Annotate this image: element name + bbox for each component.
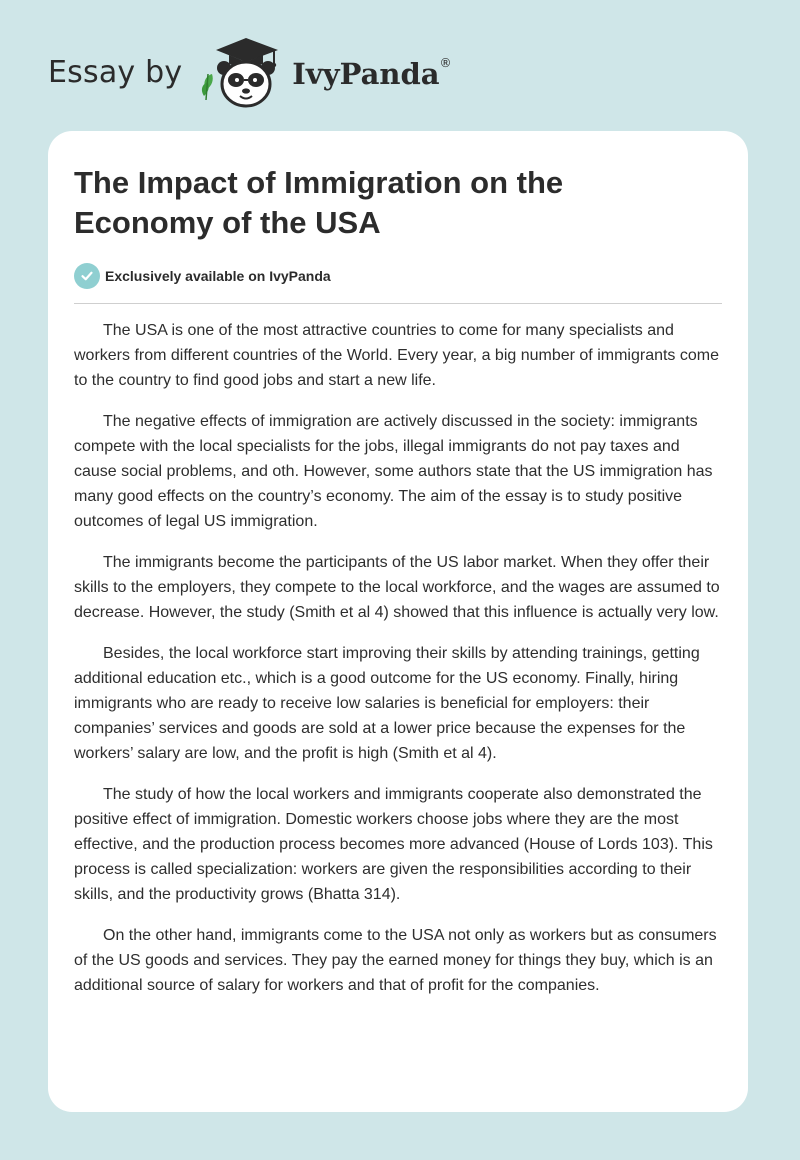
brand-text: IvyPanda bbox=[292, 57, 440, 91]
paragraph: The USA is one of the most attractive countries to come for many specialists and workers from different countries of the World. Every year, a big number of immigrants come to the country to find good jobs and start a new life. bbox=[74, 322, 719, 389]
paragraph: On the other hand, immigrants come to the USA not only as workers but as consumers of the US goods and services. They pay the earned money for things they buy, which is an additional source of salary for workers and that of profit for the companies. bbox=[74, 927, 717, 994]
leaf-icon bbox=[202, 74, 213, 100]
paragraph: Besides, the local workforce start improving their skills by attending trainings, getting additional education etc., which is a good outcome for the US economy. Finally, hiring immigrants who are ready to receive low salaries is beneficial for employers: their companies’ services and goods are sold at a lower price because the expenses for the workers’ salary are low, and the profit is high (Smith et al 4). bbox=[74, 645, 700, 762]
essay-by-label: Essay by bbox=[48, 54, 183, 90]
paragraph: The immigrants become the participants of the US labor market. When they offer their skills to the employers, they compete to the local workforce, and the wages are assumed to decrease. However, the study (Smith et al 4) showed that this influence is actually very low. bbox=[74, 554, 720, 621]
page-title: The Impact of Immigration on the Economy of the USA bbox=[74, 165, 564, 240]
brand-name[interactable] bbox=[292, 57, 451, 91]
exclusive-badge bbox=[74, 263, 331, 289]
divider bbox=[74, 303, 722, 304]
check-circle-icon bbox=[74, 263, 100, 289]
panda-graduate-logo-icon[interactable] bbox=[196, 34, 288, 110]
paragraph: The negative effects of immigration are actively discussed in the society: immigrants compete with the local specialists for the jobs, illegal immigrants do not pay taxes and cause social problems, and oth. However, some authors state that the US immigration has many good effects on the country’s economy. The aim of the essay is to study positive outcomes of legal US immigration. bbox=[74, 413, 713, 530]
site-header bbox=[48, 34, 452, 110]
essay-body bbox=[74, 318, 726, 1014]
essay-card bbox=[48, 131, 748, 1112]
exclusive-label: Exclusively available on IvyPanda bbox=[105, 268, 331, 284]
registered-mark: ® bbox=[439, 56, 452, 71]
paragraph: The study of how the local workers and immigrants cooperate also demonstrated the positive effect of immigration. Domestic workers choose jobs where they are the most effective, and the production process becomes more advanced (House of Lords 103). This process is called specialization: workers are given the responsibilities according to their skills, and the productivity grows (Bhatta 314). bbox=[74, 786, 713, 903]
